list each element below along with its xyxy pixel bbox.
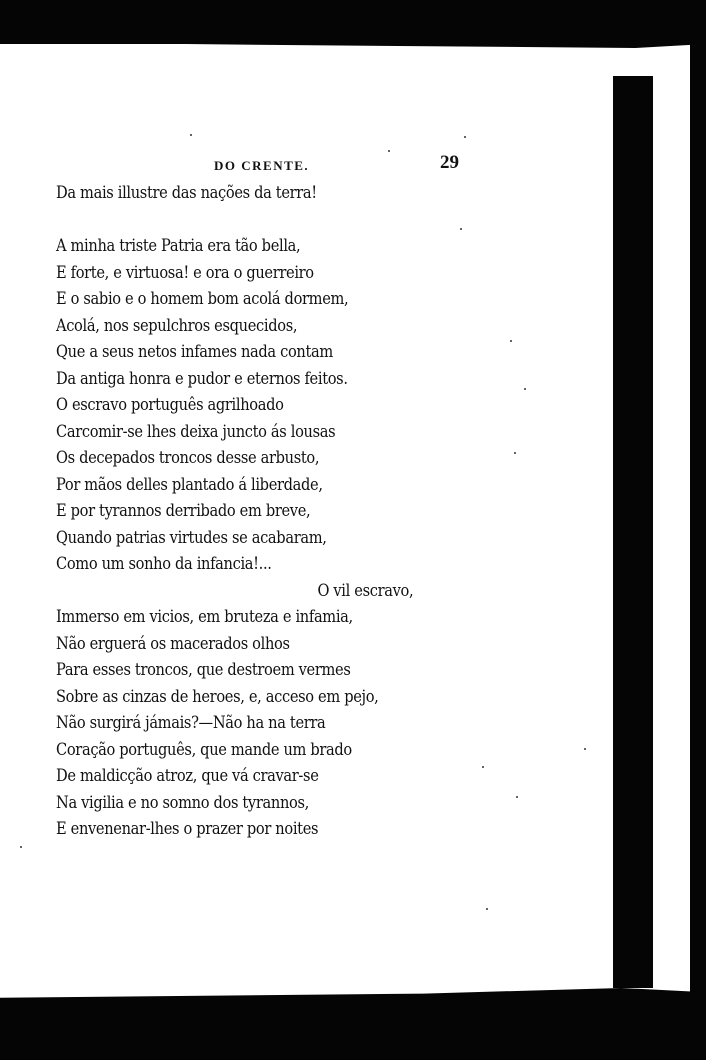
scan-speck	[486, 908, 488, 910]
poem-line: Não erguerá os macerados olhos	[56, 633, 290, 654]
poem-line: Immerso em vicios, em bruteza e infamia,	[56, 607, 353, 627]
scan-speck	[524, 388, 526, 390]
poem-line: E por tyrannos derribado em breve,	[56, 501, 311, 521]
scan-speck	[460, 228, 462, 230]
scan-border-bottom	[0, 998, 706, 1060]
scan-speck	[464, 136, 466, 138]
poem-line: Da mais illustre das nações da terra!	[56, 183, 317, 203]
poem-line: O escravo português agrilhoado	[56, 395, 284, 415]
scan-speck	[510, 340, 512, 342]
poem-line: E forte, e virtuosa! e ora o guerreiro	[56, 262, 314, 283]
poem-line: Por mãos delles plantado á liberdade,	[56, 474, 323, 495]
poem-line: Quando patrias virtudes se acabaram,	[56, 527, 327, 548]
scan-speck	[584, 748, 586, 750]
running-title: DO CRENTE.	[214, 158, 310, 173]
poem-line: E envenenar-lhes o prazer por noites	[56, 819, 319, 839]
poem-line: Para esses troncos, que destroem vermes	[56, 660, 351, 680]
scan-speck	[190, 134, 192, 136]
page-content	[56, 150, 459, 843]
scan-border-top	[0, 0, 706, 44]
scan-speck	[516, 796, 518, 798]
poem-line: Sobre as cinzas de heroes, e, acceso em pejo,	[56, 686, 379, 707]
poem-line: Na vigilia e no somno dos tyrannos,	[56, 792, 309, 813]
running-head	[56, 150, 459, 180]
poem-line: E o sabio e o homem bom acolá dormem,	[56, 289, 349, 309]
page-number: 29	[440, 152, 459, 173]
poem-line: De maldicção atroz, que vá cravar-se	[56, 766, 319, 786]
poem-line: Acolá, nos sepulchros esquecidos,	[56, 315, 298, 336]
poem-line: Não surgirá jámais?—Não ha na terra	[56, 713, 326, 733]
poem-line: Como um sonho da infancia!...	[56, 554, 272, 574]
scan-speck	[20, 846, 22, 848]
poem-line: Que a seus netos infames nada contam	[56, 342, 333, 362]
scan-border-top-edge	[0, 38, 706, 48]
stanza-break	[56, 207, 400, 234]
poem-line: Carcomir-se lhes deixa juncto ás lousas	[56, 421, 336, 442]
scan-speck	[482, 766, 484, 768]
poem-line: A minha triste Patria era tão bella,	[56, 236, 301, 256]
poem-line-indented: O vil escravo,	[317, 580, 414, 601]
poem-line: Os decepados troncos desse arbusto,	[56, 448, 320, 468]
scan-speck	[514, 452, 516, 454]
book-spine-shadow	[613, 76, 653, 988]
poem-text	[56, 180, 414, 843]
poem-line: Da antiga honra e pudor e eternos feitos.	[56, 368, 348, 389]
poem-line: Coração português, que mande um brado	[56, 739, 352, 760]
scan-border-right	[690, 20, 706, 1060]
